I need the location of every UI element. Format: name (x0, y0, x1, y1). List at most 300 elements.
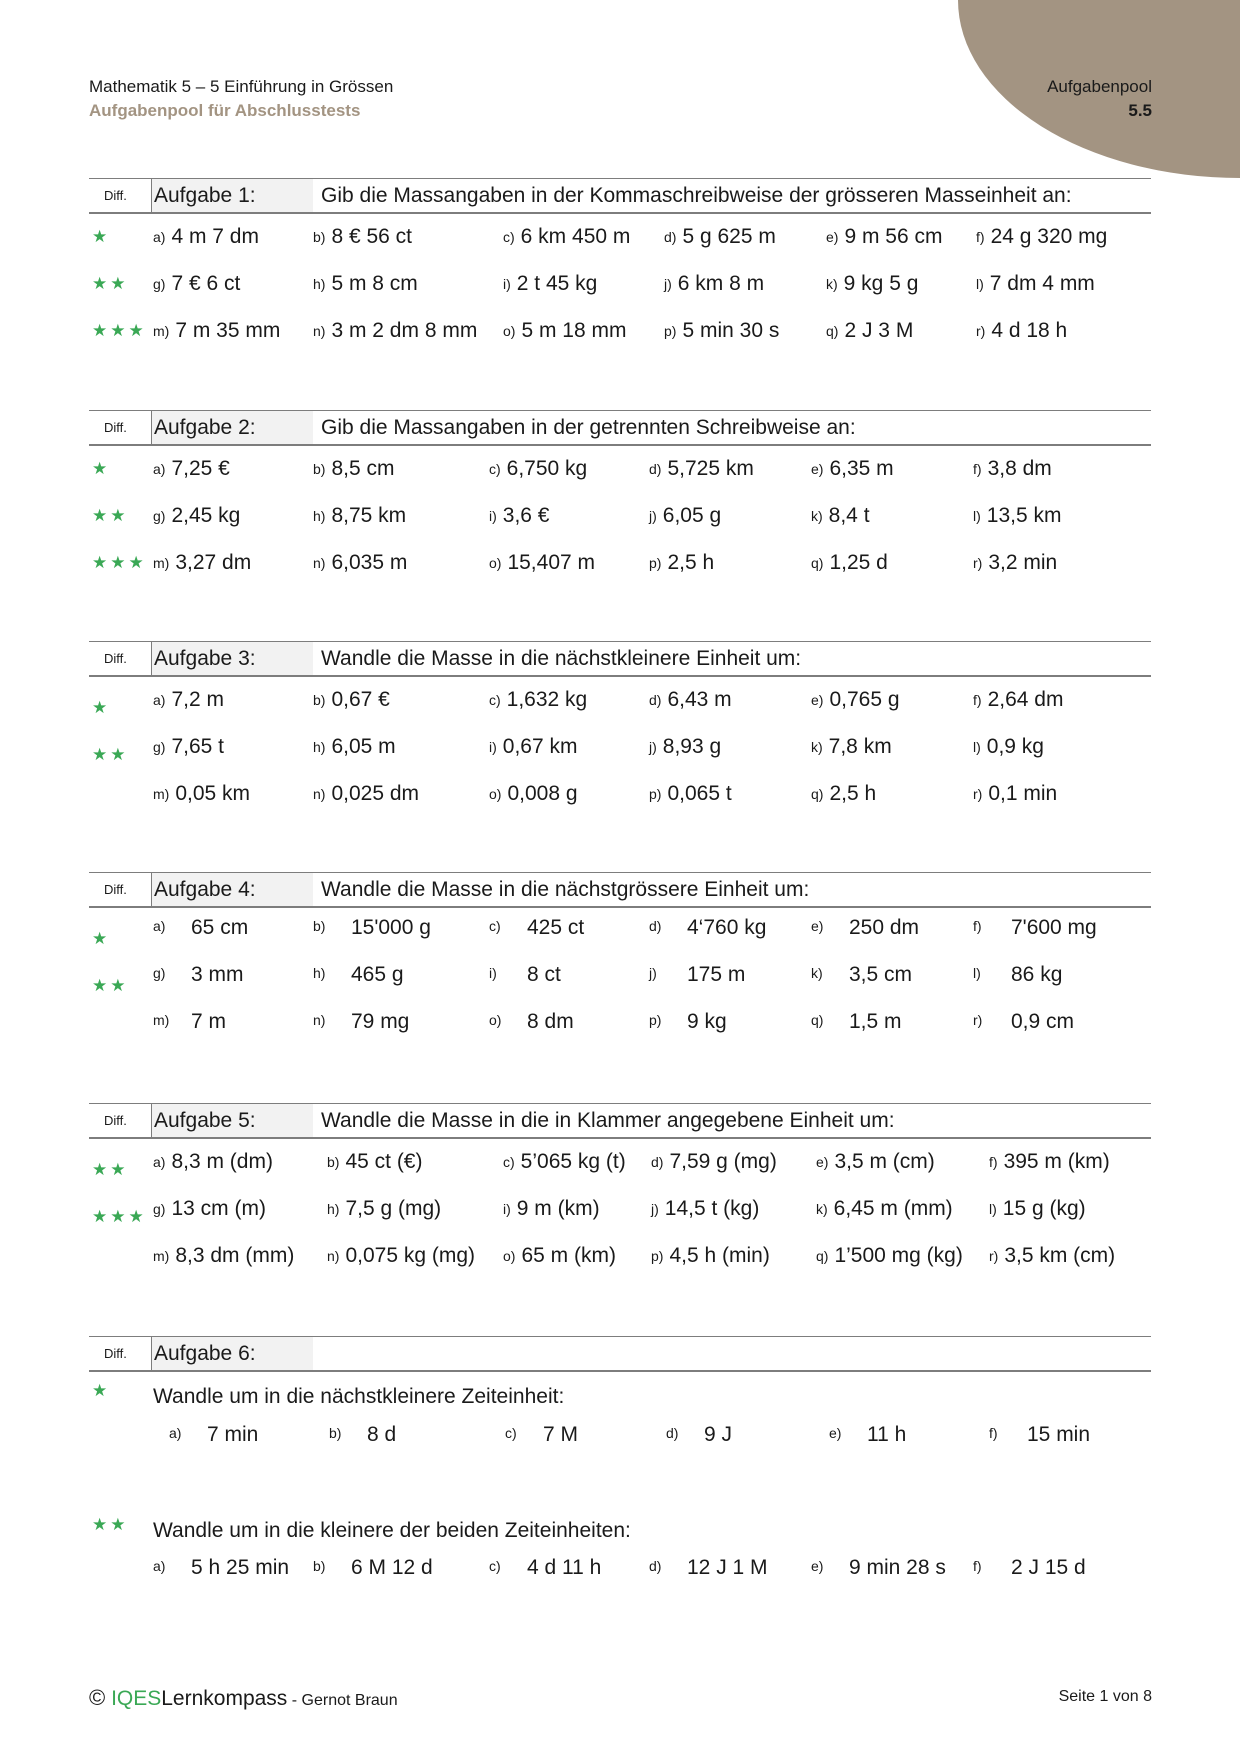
diff-label: Diff. (104, 1113, 127, 1128)
item-label: a) (153, 1558, 166, 1574)
item-value: 9 m (km) (516, 1197, 600, 1220)
exercise-item (153, 782, 250, 806)
item-label: f) (976, 229, 985, 245)
exercise-item (973, 504, 1061, 528)
pool-label: Aufgabenpool (1047, 77, 1152, 96)
exercise-item (973, 735, 1044, 759)
exercise-item (153, 1197, 266, 1221)
difficulty-stars: ★ (92, 929, 111, 948)
item-label: c) (503, 1154, 515, 1170)
item-value: 5 m 18 mm (521, 319, 627, 342)
exercise-item (664, 319, 779, 343)
item-value: 7,5 g (mg) (345, 1197, 442, 1220)
exercise-item (489, 963, 561, 986)
item-label: b) (313, 461, 326, 477)
exercise-item (153, 1244, 294, 1268)
exercise-item (811, 963, 913, 986)
item-label: c) (489, 1558, 501, 1574)
item-label: o) (489, 1012, 502, 1028)
page-number: Seite 1 von 8 (1058, 1688, 1152, 1705)
item-label: f) (989, 1154, 998, 1170)
item-label: d) (649, 461, 662, 477)
item-value: 2 t 45 kg (516, 272, 598, 295)
exercise-item (489, 735, 577, 759)
exercise-item (313, 272, 418, 296)
task-6 (89, 1336, 1151, 1372)
exercise-item (153, 272, 240, 296)
item-value: 8 € 56 ct (331, 225, 413, 248)
item-label: q) (811, 1012, 824, 1028)
task-header (89, 1103, 1151, 1139)
difficulty-stars: ★★★ (92, 1207, 147, 1226)
item-value: 3 m 2 dm 8 mm (331, 319, 478, 342)
item-value: 45 ct (€) (345, 1150, 423, 1173)
exercise-item (649, 551, 714, 575)
item-label: h) (313, 508, 326, 524)
exercise-row (89, 1233, 1151, 1280)
item-label: d) (666, 1425, 679, 1441)
item-label: i) (489, 965, 497, 981)
item-label: l) (973, 965, 981, 981)
item-value: 3,27 dm (175, 551, 252, 574)
item-value: 11 h (867, 1423, 907, 1446)
item-value: 1,5 m (849, 1010, 902, 1033)
exercise-item (973, 688, 1063, 712)
item-value: 2,45 kg (171, 504, 241, 527)
difficulty-stars: ★★ (92, 1160, 129, 1179)
item-label: c) (489, 692, 501, 708)
exercise-item (826, 319, 913, 343)
exercise-item (153, 457, 230, 481)
pool-number: 5.5 (1128, 101, 1152, 120)
task-number: Aufgabe 5: (154, 1109, 256, 1132)
exercise-item (816, 1244, 963, 1268)
item-value: 24 g 320 mg (990, 225, 1108, 248)
exercise-item (989, 1244, 1115, 1268)
item-value: 7 M (543, 1423, 579, 1446)
item-value: 0,1 min (988, 782, 1058, 805)
item-label: l) (989, 1201, 997, 1217)
exercise-item (327, 1244, 475, 1268)
task-6-part-2-items (89, 1548, 1151, 1595)
exercise-item (973, 916, 1097, 939)
item-value: 65 cm (191, 916, 249, 939)
exercise-row (89, 261, 1151, 308)
item-value: 4 m 7 dm (171, 225, 259, 248)
item-label: i) (489, 739, 497, 755)
item-label: g) (153, 276, 166, 292)
exercise-item (973, 782, 1057, 806)
item-value: 395 m (km) (1003, 1150, 1110, 1173)
exercise-item (327, 1197, 441, 1221)
exercise-item (976, 272, 1095, 296)
item-label: o) (489, 555, 502, 571)
item-label: d) (649, 692, 662, 708)
task-2 (89, 410, 1151, 587)
item-label: m) (153, 1012, 170, 1028)
item-label: j) (664, 276, 672, 292)
item-value: 2,64 dm (987, 688, 1064, 711)
item-label: l) (976, 276, 984, 292)
item-label: h) (313, 739, 326, 755)
exercise-row (89, 908, 1151, 955)
item-value: 6 M 12 d (351, 1556, 433, 1579)
exercise-item (313, 319, 477, 343)
item-label: b) (327, 1154, 340, 1170)
item-value: 8 ct (527, 963, 561, 986)
item-value: 0,9 cm (1011, 1010, 1075, 1033)
item-value: 7 m 35 mm (175, 319, 281, 342)
item-label: q) (811, 786, 824, 802)
item-label: g) (153, 508, 166, 524)
item-label: r) (973, 1012, 983, 1028)
item-value: 6,45 m (mm) (833, 1197, 953, 1220)
item-value: 9 min 28 s (849, 1556, 946, 1579)
exercise-item (313, 551, 407, 575)
item-value: 13,5 km (986, 504, 1062, 527)
exercise-item (651, 1244, 770, 1268)
item-value: 8,3 m (dm) (171, 1150, 273, 1173)
item-value: 5,725 km (667, 457, 754, 480)
item-value: 6,05 g (662, 504, 722, 527)
item-label: k) (811, 508, 823, 524)
item-label: n) (313, 1012, 326, 1028)
exercise-row (89, 1415, 1151, 1462)
copyright-icon: © (89, 1685, 106, 1710)
item-label: q) (811, 555, 824, 571)
exercise-row (89, 540, 1151, 587)
exercise-item (811, 457, 894, 481)
item-label: a) (153, 692, 166, 708)
exercise-item (811, 916, 920, 939)
item-value: 175 m (687, 963, 746, 986)
item-value: 6,750 kg (506, 457, 588, 480)
item-label: p) (649, 555, 662, 571)
exercise-item (153, 1150, 273, 1174)
exercise-item (666, 1423, 733, 1446)
exercise-item (313, 1010, 410, 1033)
item-value: 79 mg (351, 1010, 410, 1033)
item-value: 3,5 cm (849, 963, 913, 986)
item-label: e) (829, 1425, 842, 1441)
exercise-item (816, 1150, 935, 1174)
item-value: 0,9 kg (986, 735, 1044, 758)
exercise-item (169, 1423, 259, 1446)
exercise-row (89, 1139, 1151, 1186)
exercise-item (505, 1423, 579, 1446)
item-label: d) (651, 1154, 664, 1170)
item-label: p) (651, 1248, 664, 1264)
item-value: 8,93 g (662, 735, 722, 758)
task-4 (89, 872, 1151, 1049)
item-value: 8,3 dm (mm) (175, 1244, 295, 1267)
item-value: 0,765 g (829, 688, 900, 711)
item-value: 7,59 g (mg) (669, 1150, 777, 1173)
item-label: c) (503, 229, 515, 245)
difficulty-stars: ★★★ (92, 321, 147, 340)
exercise-item (153, 1010, 227, 1033)
difficulty-stars: ★ (92, 698, 111, 717)
item-label: e) (811, 461, 824, 477)
exercise-item (829, 1423, 907, 1446)
item-value: 8 dm (527, 1010, 574, 1033)
item-label: b) (313, 692, 326, 708)
item-label: a) (153, 461, 166, 477)
item-value: 2 J 3 M (844, 319, 914, 342)
item-value: 6,43 m (667, 688, 732, 711)
exercise-row (89, 771, 1151, 818)
item-value: 5 m 8 cm (331, 272, 418, 295)
exercise-item (489, 504, 550, 528)
item-value: 7,25 € (171, 457, 230, 480)
item-value: 15 g (kg) (1002, 1197, 1086, 1220)
exercise-item (973, 457, 1052, 481)
item-value: 7,8 km (828, 735, 892, 758)
item-label: b) (329, 1425, 342, 1441)
item-label: e) (811, 918, 824, 934)
exercise-item (651, 1197, 759, 1221)
item-value: 465 g (351, 963, 404, 986)
item-value: 9 kg (687, 1010, 727, 1033)
task-6-part-1-items (89, 1415, 1151, 1462)
item-label: p) (649, 786, 662, 802)
exercise-item (313, 688, 390, 712)
exercise-item (313, 504, 406, 528)
task-header (89, 641, 1151, 677)
task-number: Aufgabe 2: (154, 416, 256, 439)
item-value: 6 km 8 m (677, 272, 765, 295)
item-value: 14,5 t (kg) (664, 1197, 760, 1220)
item-label: r) (973, 555, 983, 571)
item-label: i) (503, 276, 511, 292)
item-label: n) (313, 555, 326, 571)
item-label: f) (989, 1425, 998, 1441)
task-number: Aufgabe 4: (154, 878, 256, 901)
exercise-item (329, 1423, 397, 1446)
item-label: l) (973, 508, 981, 524)
diff-label: Diff. (104, 882, 127, 897)
exercise-item (811, 1010, 902, 1033)
document-header-right (1047, 75, 1152, 123)
item-label: m) (153, 555, 170, 571)
exercise-item (649, 504, 721, 528)
item-label: k) (811, 739, 823, 755)
item-value: 0,67 km (502, 735, 578, 758)
exercise-item (153, 735, 224, 759)
item-label: i) (489, 508, 497, 524)
exercise-item (489, 1556, 602, 1579)
exercise-item (973, 551, 1057, 575)
exercise-item (649, 916, 767, 939)
item-value: 4,5 h (min) (669, 1244, 770, 1267)
task-instruction: Gib die Massangaben in der Kommaschreibweise der grösseren Masseinheit an: (321, 184, 1072, 207)
item-value: 4 d 11 h (527, 1556, 602, 1579)
difficulty-stars: ★ (92, 1381, 111, 1400)
task-6-instruction-2: Wandle um in die kleinere der beiden Zeiteinheiten: (153, 1519, 631, 1542)
exercise-item (503, 1244, 616, 1268)
item-label: m) (153, 786, 170, 802)
item-label: e) (826, 229, 839, 245)
item-value: 5’065 kg (t) (520, 1150, 626, 1173)
item-label: k) (811, 965, 823, 981)
exercise-item (489, 457, 587, 481)
item-label: b) (313, 1558, 326, 1574)
exercise-item (649, 1010, 727, 1033)
item-label: o) (489, 786, 502, 802)
item-value: 6,05 m (331, 735, 396, 758)
exercise-row (89, 1548, 1151, 1595)
item-value: 0,065 t (667, 782, 732, 805)
item-label: l) (973, 739, 981, 755)
item-value: 8 d (367, 1423, 397, 1446)
difficulty-stars: ★★ (92, 506, 129, 525)
task-header (89, 178, 1151, 214)
item-label: d) (649, 1558, 662, 1574)
item-value: 7'600 mg (1011, 916, 1097, 939)
item-value: 9 J (704, 1423, 733, 1446)
exercise-item (649, 457, 754, 481)
item-label: a) (153, 229, 166, 245)
diff-label: Diff. (104, 420, 127, 435)
item-label: q) (816, 1248, 829, 1264)
task-number: Aufgabe 3: (154, 647, 256, 670)
item-label: d) (649, 918, 662, 934)
exercise-item (989, 1197, 1086, 1221)
item-value: 12 J 1 M (687, 1556, 768, 1579)
exercise-item (973, 1556, 1086, 1579)
exercise-item (651, 1150, 777, 1174)
item-label: e) (816, 1154, 829, 1170)
item-value: 250 dm (849, 916, 920, 939)
exercise-item (811, 735, 892, 759)
exercise-row (89, 955, 1151, 1002)
task-instruction: Wandle die Masse in die in Klammer angegebene Einheit um: (321, 1109, 895, 1132)
exercise-item (664, 225, 776, 249)
item-value: 4 d 18 h (991, 319, 1068, 342)
exercise-item (811, 504, 870, 528)
diff-label: Diff. (104, 1346, 127, 1361)
exercise-row (89, 724, 1151, 771)
item-label: f) (973, 692, 982, 708)
item-label: n) (327, 1248, 340, 1264)
item-value: 7,65 t (171, 735, 224, 758)
exercise-item (826, 225, 942, 249)
item-label: f) (973, 1558, 982, 1574)
item-label: c) (489, 918, 501, 934)
item-label: c) (505, 1425, 517, 1441)
item-value: 15 min (1027, 1423, 1091, 1446)
exercise-item (313, 782, 419, 806)
item-value: 1’500 mg (kg) (834, 1244, 963, 1267)
exercise-item (489, 688, 587, 712)
exercise-item (153, 688, 224, 712)
exercise-row (89, 446, 1151, 493)
document-title: Mathematik 5 – 5 Einführung in Grössen (89, 77, 394, 96)
exercise-item (649, 963, 746, 986)
item-value: 6,035 m (331, 551, 408, 574)
item-value: 7 € 6 ct (171, 272, 241, 295)
item-label: h) (327, 1201, 340, 1217)
difficulty-stars: ★★★ (92, 553, 147, 572)
item-value: 3,8 dm (987, 457, 1052, 480)
item-label: m) (153, 323, 170, 339)
exercise-item (973, 1010, 1075, 1033)
item-label: g) (153, 965, 166, 981)
difficulty-stars: ★ (92, 459, 111, 478)
exercise-item (313, 1556, 433, 1579)
exercise-item (826, 272, 918, 296)
exercise-item (153, 551, 251, 575)
item-value: 1,25 d (829, 551, 888, 574)
exercise-item (503, 225, 630, 249)
brand-lernkompass: Lernkompass (161, 1687, 288, 1710)
exercise-row (89, 493, 1151, 540)
difficulty-stars: ★★ (92, 274, 129, 293)
item-label: j) (649, 739, 657, 755)
diff-label: Diff. (104, 188, 127, 203)
item-value: 8,4 t (828, 504, 870, 527)
item-label: a) (153, 918, 166, 934)
item-label: e) (811, 692, 824, 708)
task-3 (89, 641, 1151, 818)
item-label: n) (313, 323, 326, 339)
item-value: 3 mm (191, 963, 244, 986)
exercise-item (503, 1197, 600, 1221)
exercise-item (489, 551, 595, 575)
exercise-item (989, 1423, 1091, 1446)
item-label: b) (313, 918, 326, 934)
document-header (89, 75, 393, 123)
item-label: j) (649, 965, 657, 981)
exercise-item (976, 225, 1107, 249)
exercise-item (313, 735, 396, 759)
item-value: 5 g 625 m (682, 225, 776, 248)
item-label: k) (816, 1201, 828, 1217)
task-instruction: Wandle die Masse in die nächstgrössere Einheit um: (321, 878, 810, 901)
exercise-item (313, 225, 412, 249)
item-value: 9 m 56 cm (844, 225, 943, 248)
exercise-item (976, 319, 1067, 343)
task-6-instruction-1: Wandle um in die nächstkleinere Zeiteinheit: (153, 1385, 565, 1408)
item-label: f) (973, 461, 982, 477)
exercise-item (649, 1556, 768, 1579)
item-value: 8,75 km (331, 504, 407, 527)
item-label: p) (664, 323, 677, 339)
document-subtitle: Aufgabenpool für Abschlusstests (89, 101, 361, 120)
item-label: h) (313, 276, 326, 292)
item-label: q) (826, 323, 839, 339)
exercise-item (816, 1197, 953, 1221)
item-label: n) (313, 786, 326, 802)
exercise-item (153, 504, 240, 528)
exercise-item (811, 688, 900, 712)
item-value: 7 dm 4 mm (989, 272, 1095, 295)
item-value: 7,2 m (171, 688, 224, 711)
task-number: Aufgabe 6: (154, 1342, 256, 1365)
exercise-item (811, 551, 888, 575)
exercise-item (649, 735, 721, 759)
item-label: i) (503, 1201, 511, 1217)
item-value: 6,35 m (829, 457, 894, 480)
task-5 (89, 1103, 1151, 1280)
difficulty-stars: ★★ (92, 1515, 129, 1534)
item-label: o) (503, 323, 516, 339)
exercise-item (313, 963, 404, 986)
exercise-item (811, 782, 876, 806)
exercise-row (89, 677, 1151, 724)
exercise-row (89, 308, 1151, 355)
task-header (89, 1336, 1151, 1372)
